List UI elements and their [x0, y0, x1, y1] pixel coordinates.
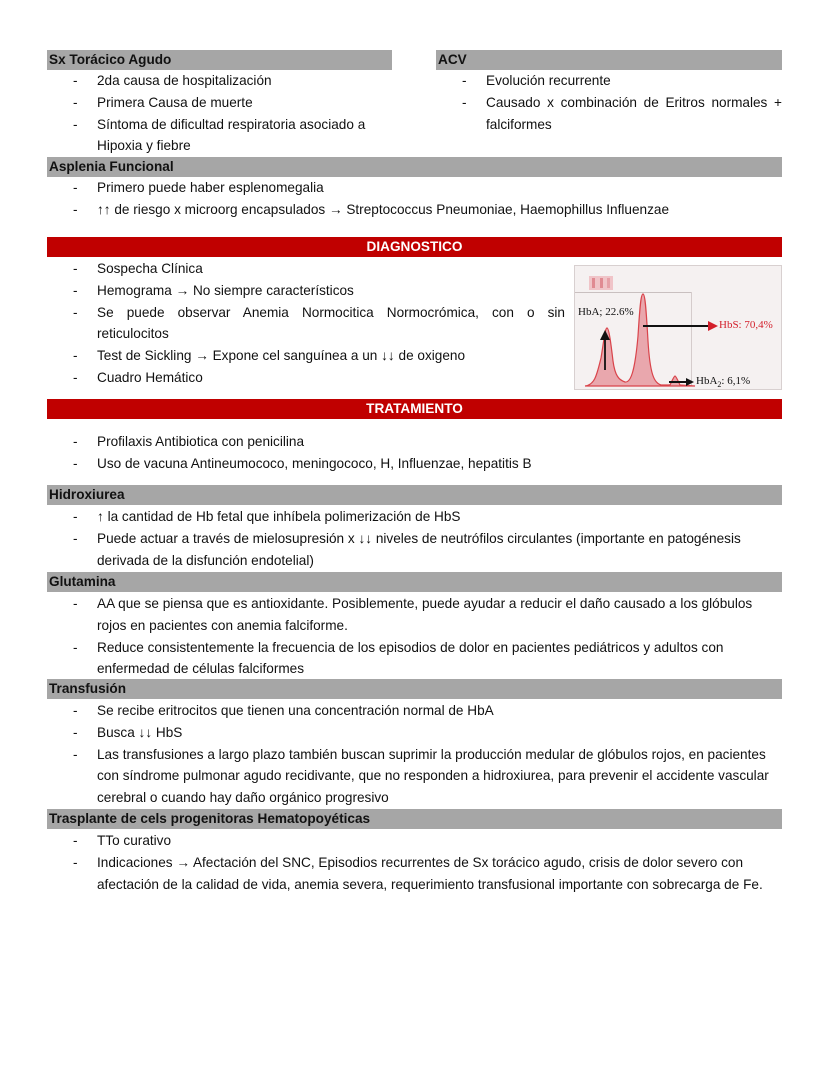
section-header-transfusion: Transfusión — [47, 679, 782, 699]
list-item: - AA que se piensa que es antioxidante. Posiblemente, puede ayudar a reducir el daño causado a los glóbulos rojos en pacientes con anemia falciforme. — [47, 593, 782, 637]
section-header-sx-toracico: Sx Torácico Agudo — [47, 50, 392, 70]
list-item: - Causado x combinación de Eritros normales + falciformes — [436, 92, 782, 136]
list-item: - Hemograma → No siempre característicos — [47, 280, 565, 302]
list-item: - Primera Causa de muerte — [47, 92, 392, 114]
list-item: - Se recibe eritrocitos que tienen una concentración normal de HbA — [47, 700, 782, 722]
list-hidroxiurea — [47, 506, 782, 571]
hbs-arrow-head — [708, 321, 718, 331]
list-item: - ↑↑ de riesgo x microorg encapsulados → Streptococcus Pneumoniae, Haemophillus Influenzae — [47, 199, 782, 221]
hba2-label — [696, 375, 750, 389]
section-header-hidroxiurea: Hidroxiurea — [47, 485, 782, 505]
list-item: - Busca ↓↓ HbS — [47, 722, 782, 744]
frame-line — [691, 292, 692, 386]
gel-band-line — [607, 278, 610, 288]
list-item: - Cuadro Hemático — [47, 367, 565, 389]
list-item: - Uso de vacuna Antineumococo, meningococo, H, Influenzae, hepatitis B — [47, 453, 782, 475]
list-item: - Profilaxis Antibiotica con penicilina — [47, 431, 782, 453]
list-sx-toracico — [47, 70, 392, 157]
list-item: - Indicaciones → Afectación del SNC, Episodios recurrentes de Sx torácico agudo, crisis de dolor severo con afectación de la calidad de vida, anemia severa, requerimiento transfusional importante con sobrecarga de Fe. — [47, 852, 782, 896]
hba-label: HbA; 22.6% — [578, 306, 634, 318]
frame-line — [575, 292, 691, 293]
section-header-diagnostico: DIAGNOSTICO — [47, 237, 782, 257]
list-item: - Las transfusiones a largo plazo también buscan suprimir la producción medular de glóbulos rojos, en pacientes con síndrome pulmonar agudo recidivante, que no responden a hidroxiurea, para prevenir el accidente vascular cerebral o cuando hay daño orgánico progresivo — [47, 744, 782, 809]
list-asplenia — [47, 177, 782, 221]
hba2-subscript: 2 — [717, 380, 722, 390]
section-header-tratamiento: TRATAMIENTO — [47, 399, 782, 419]
list-item: - TTo curativo — [47, 830, 782, 852]
hba2-value: : 6,1% — [721, 375, 751, 387]
list-transfusion — [47, 700, 782, 809]
section-header-asplenia: Asplenia Funcional — [47, 157, 782, 177]
electrophoresis-figure — [574, 265, 782, 390]
list-item: - 2da causa de hospitalización — [47, 70, 392, 92]
list-tratamiento — [47, 431, 782, 475]
list-item: - Evolución recurrente — [436, 70, 782, 92]
list-item: - Se puede observar Anemia Normocitica Normocrómica, con o sin reticulocitos — [47, 302, 565, 346]
list-item: - Puede actuar a través de mielosupresión x ↓↓ niveles de neutrófilos circulantes (importante en patogénesis derivada de la disfunción endotelial) — [47, 528, 782, 572]
hba2-arrow-head — [686, 378, 694, 386]
list-item: - Síntoma de dificultad respiratoria asociado a Hipoxia y fiebre — [47, 114, 392, 158]
hbs-label: HbS: 70,4% — [719, 319, 773, 331]
list-item: - Test de Sickling → Expone cel sanguínea a un ↓↓ de oxigeno — [47, 345, 565, 367]
hba2-label-text: HbA — [696, 375, 718, 387]
list-acv — [436, 70, 782, 135]
list-item: - Reduce consistentemente la frecuencia de los episodios de dolor en pacientes pediátricos y adultos con enfermedad de células falciformes — [47, 637, 782, 681]
list-item: - ↑ la cantidad de Hb fetal que inhíbela polimerización de HbS — [47, 506, 782, 528]
section-header-acv: ACV — [436, 50, 782, 70]
list-glutamina — [47, 593, 782, 680]
section-header-glutamina: Glutamina — [47, 572, 782, 592]
list-item: - Sospecha Clínica — [47, 258, 565, 280]
list-item: - Primero puede haber esplenomegalia — [47, 177, 782, 199]
gel-band-line — [600, 278, 603, 288]
gel-band-line — [592, 278, 595, 288]
list-diagnostico — [47, 258, 565, 389]
list-trasplante — [47, 830, 782, 895]
section-header-trasplante: Trasplante de cels progenitoras Hematopoyéticas — [47, 809, 782, 829]
